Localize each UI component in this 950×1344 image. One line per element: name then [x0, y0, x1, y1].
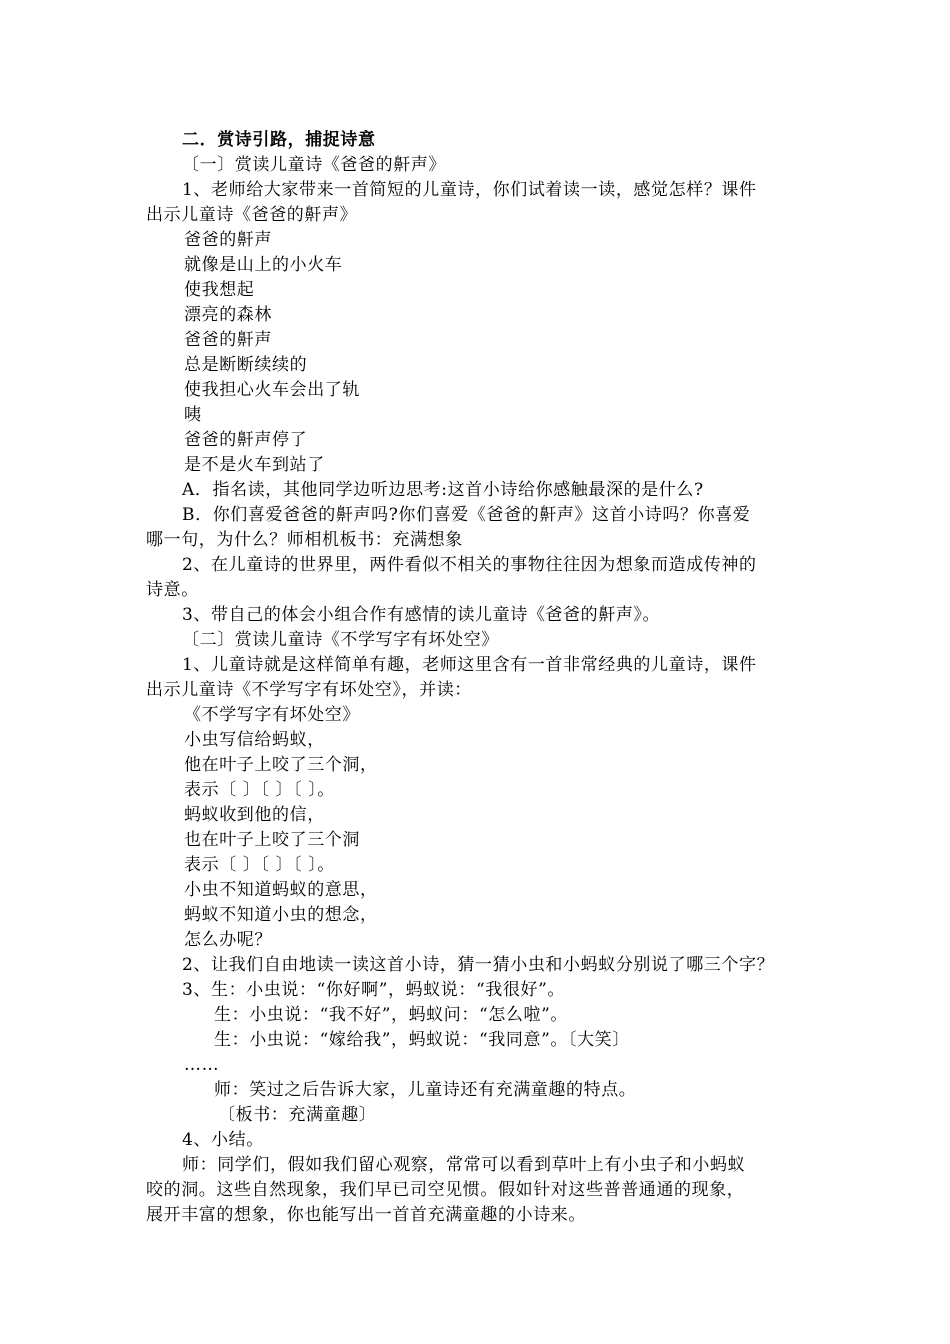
- ellipsis: ……: [184, 1055, 220, 1075]
- poem1-line: 漂亮的森林: [184, 305, 272, 325]
- poem2-line: 蚂蚁收到他的信，: [184, 805, 325, 825]
- part1-item1-line1: 1、老师给大家带来一首简短的儿童诗，你们试着读一读，感觉怎样？课件: [182, 180, 757, 200]
- poem1-line: 爸爸的鼾声: [184, 330, 272, 350]
- part1-item2-line2: 诗意。: [146, 580, 199, 600]
- section-title: 二．赏诗引路，捕捉诗意: [182, 130, 376, 150]
- part2-item3-line1: 3、生：小虫说：“你好啊”，蚂蚁说：“我很好”。: [182, 980, 565, 1000]
- part2-item4: 4、小结。: [182, 1130, 264, 1150]
- part1-question-b-line2: 哪一句，为什么？师相机板书：充满想象: [146, 530, 463, 550]
- part2-item2: 2、让我们自由地读一读这首小诗，猜一猜小虫和小蚂蚁分别说了哪三个字？: [182, 955, 775, 975]
- poem2-line: 小虫不知道蚂蚁的意思，: [184, 880, 378, 900]
- poem1-line: 是不是火车到站了: [184, 455, 325, 475]
- part1-question-a: A．指名读，其他同学边听边思考:这首小诗给你感触最深的是什么?: [182, 480, 704, 500]
- part2-item1-line1: 1、儿童诗就是这样简单有趣，老师这里含有一首非常经典的儿童诗，课件: [182, 655, 757, 675]
- part1-item3: 3、带自己的体会小组合作有感情的读儿童诗《爸爸的鼾声》。: [182, 605, 661, 625]
- poem1-line: 爸爸的鼾声: [184, 230, 272, 250]
- summary-line3: 展开丰富的想象，你也能写出一首首充满童趣的小诗来。: [146, 1205, 586, 1225]
- part1-item1-line2: 出示儿童诗《爸爸的鼾声》: [146, 205, 358, 225]
- poem1-line: 使我想起: [184, 280, 255, 300]
- part2-item1-line2: 出示儿童诗《不学写字有坏处空》，并读：: [146, 680, 472, 700]
- teacher-line: 师：笑过之后告诉大家，儿童诗还有充满童趣的特点。: [214, 1080, 637, 1100]
- poem2-line: 表示〔 〕〔 〕〔 〕。: [184, 855, 335, 875]
- poem2-title: 《不学写字有坏处空》: [184, 705, 360, 725]
- poem2-line: 小虫写信给蚂蚁，: [184, 730, 325, 750]
- poem1-line: 就像是山上的小火车: [184, 255, 343, 275]
- poem2-line: 蚂蚁不知道小虫的想念，: [184, 905, 378, 925]
- poem1-line: 使我担心火车会出了轨: [184, 380, 360, 400]
- poem1-line: 咦: [184, 405, 202, 425]
- poem1-line: 爸爸的鼾声停了: [184, 430, 308, 450]
- summary-line2: 咬的洞。这些自然现象，我们早已司空见惯。假如针对这些普普通通的现象，: [146, 1180, 745, 1200]
- summary-line1: 师：同学们，假如我们留心观察，常常可以看到草叶上有小虫子和小蚂蚁: [182, 1155, 746, 1175]
- poem2-line: 他在叶子上咬了三个洞，: [184, 755, 378, 775]
- board-note: 〔板书：充满童趣〕: [218, 1105, 377, 1125]
- poem2-line: 怎么办呢？: [184, 930, 272, 950]
- part2-item3-line2: 生：小虫说：“我不好”，蚂蚁问：“怎么啦”。: [214, 1005, 568, 1025]
- part1-item2-line1: 2、在儿童诗的世界里，两件看似不相关的事物往往因为想象而造成传神的: [182, 555, 757, 575]
- part1-heading: 〔一〕赏读儿童诗《爸爸的鼾声》: [182, 155, 446, 175]
- poem2-line: 表示〔 〕〔 〕〔 〕。: [184, 780, 335, 800]
- part2-heading: 〔二〕赏读儿童诗《不学写字有坏处空》: [182, 630, 499, 650]
- poem2-line: 也在叶子上咬了三个洞: [184, 830, 360, 850]
- part1-question-b-line1: B．你们喜爱爸爸的鼾声吗?你们喜爱《爸爸的鼾声》这首小诗吗？你喜爱: [182, 505, 751, 525]
- part2-item3-line3: 生：小虫说：“嫁给我”，蚂蚁说：“我同意”。〔大笑〕: [214, 1030, 630, 1050]
- poem1-line: 总是断断续续的: [184, 355, 308, 375]
